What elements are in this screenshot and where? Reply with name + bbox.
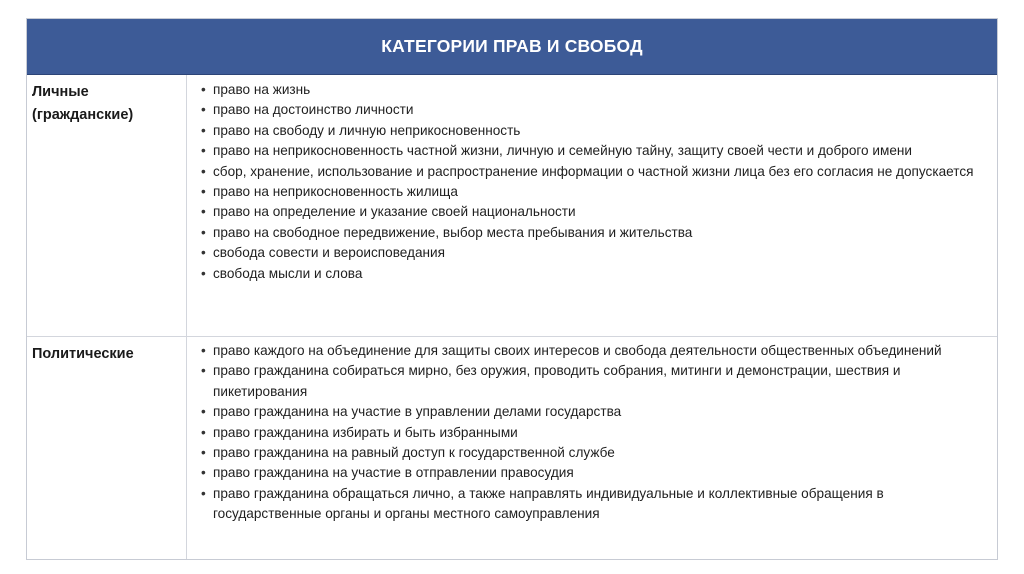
category-label: Личные	[32, 84, 89, 100]
list-item: • право на неприкосновенность частной жизни, личную и семейную тайну, защиту своей чести и доброго имени	[188, 141, 988, 161]
list-item: • право гражданина на равный доступ к государственной службе	[188, 443, 988, 463]
list-item: • право гражданина на участие в отправлении правосудия	[188, 463, 988, 483]
list-item: • свобода мысли и слова	[188, 264, 988, 284]
list-item: • право каждого на объединение для защиты своих интересов и свобода деятельности общественных объединений	[188, 341, 988, 361]
list-item: • право гражданина избирать и быть избранными	[188, 423, 988, 443]
list-item: • право гражданина на участие в управлении делами государства	[188, 402, 988, 422]
list-item: • право на жизнь	[188, 80, 988, 100]
category-label-sub: (гражданские)	[32, 107, 134, 123]
list-item: • право на свободу и личную неприкосновенность	[188, 121, 988, 141]
list-item: • право на неприкосновенность жилища	[188, 182, 988, 202]
list-item: • свобода совести и вероисповедания	[188, 243, 988, 263]
table-row-personal	[27, 75, 997, 337]
list-item: • право на достоинство личности	[188, 100, 988, 120]
list-item: • право гражданина обращаться лично, а также направлять индивидуальные и коллективные обращения в государственные органы и органы местного самоуправления	[188, 484, 988, 525]
list-item: • сбор, хранение, использование и распространение информации о частной жизни лица без его согласия не допускается	[188, 162, 988, 182]
list-item: • право гражданина собираться мирно, без оружия, проводить собрания, митинги и демонстрации, шествия и пикетирования	[188, 361, 988, 402]
table-header	[27, 19, 997, 75]
rights-table	[26, 18, 998, 560]
category-cell-political	[27, 337, 187, 559]
table-row-political	[27, 337, 997, 559]
category-cell-personal	[27, 75, 187, 336]
list-item: • право на свободное передвижение, выбор места пребывания и жительства	[188, 223, 988, 243]
table-title: КАТЕГОРИИ ПРАВ И СВОБОД	[381, 36, 643, 56]
list-item: • право на определение и указание своей национальности	[188, 202, 988, 222]
rights-list-political	[188, 337, 988, 525]
rights-list-personal	[188, 75, 988, 284]
category-label: Политические	[32, 346, 134, 362]
